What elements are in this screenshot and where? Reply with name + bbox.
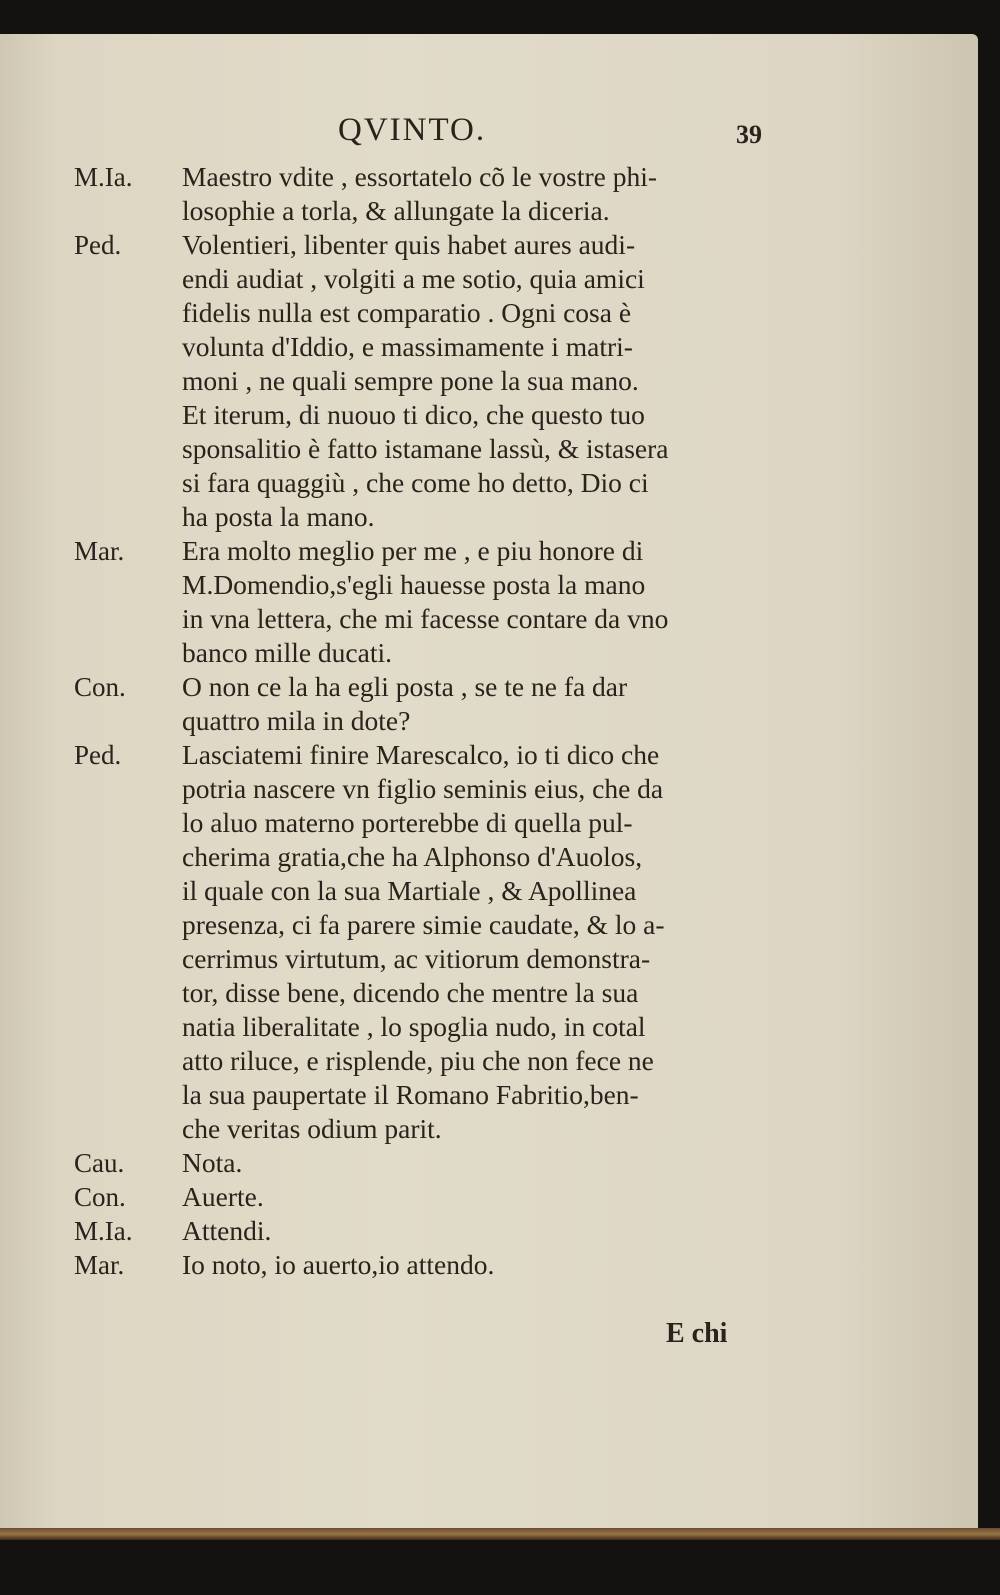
- dialogue-body: [74, 160, 764, 1282]
- text-line: Attendi.: [182, 1215, 272, 1246]
- text-line: Maestro vdite , essortatelo cõ le vostre phi-: [182, 161, 658, 192]
- speaker-label: Mar.: [74, 536, 125, 566]
- page-header: [0, 112, 1000, 152]
- dialogue-entry: [74, 738, 764, 1146]
- speech-text: [182, 534, 764, 670]
- dialogue-entry: [74, 1214, 764, 1248]
- speech-text: [182, 738, 764, 1146]
- speech-text: [182, 1146, 764, 1180]
- text-line: banco mille ducati.: [182, 637, 392, 668]
- text-line: in vna lettera, che mi facesse contare da vno: [182, 603, 669, 634]
- text-line: Lasciatemi finire Marescalco, io ti dico che: [182, 739, 660, 770]
- dialogue-entry: [74, 228, 764, 534]
- text-line: Auerte.: [182, 1181, 264, 1212]
- dialogue-entry: [74, 1248, 764, 1282]
- text-line: atto riluce, e risplende, piu che non fece ne: [182, 1045, 654, 1076]
- text-line: O non ce la ha egli posta , se te ne fa dar: [182, 671, 628, 702]
- text-line: tor, disse bene, dicendo che mentre la sua: [182, 977, 639, 1008]
- speech-text: [182, 228, 764, 534]
- speech-text: [182, 1180, 764, 1214]
- text-line: quattro mila in dote?: [182, 705, 411, 736]
- dialogue-entry: [74, 670, 764, 738]
- speaker-label: M.Ia.: [74, 162, 133, 192]
- text-line: volunta d'Iddio, e massimamente i matri-: [182, 331, 633, 362]
- text-line: presenza, ci fa parere simie caudate, & lo a-: [182, 909, 665, 940]
- text-line: Io noto, io auerto,io attendo.: [182, 1249, 495, 1280]
- text-line: losophie a torla, & allungate la diceria.: [182, 195, 610, 226]
- text-line: Era molto meglio per me , e piu honore di: [182, 535, 644, 566]
- running-title: QVINTO.: [338, 112, 487, 148]
- text-line: potria nascere vn figlio seminis eius, che da: [182, 773, 664, 804]
- text-line: Volentieri, libenter quis habet aures audi-: [182, 229, 636, 260]
- speaker-label: Ped.: [74, 230, 122, 260]
- text-line: la sua paupertate il Romano Fabritio,ben-: [182, 1079, 639, 1110]
- speaker-label: Ped.: [74, 740, 122, 770]
- text-line: cherima gratia,che ha Alphonso d'Auolos,: [182, 841, 643, 872]
- catchword: E chi: [666, 1318, 728, 1349]
- dialogue-entry: [74, 534, 764, 670]
- dialogue-entry: [74, 1180, 764, 1214]
- text-line: Nota.: [182, 1147, 243, 1178]
- text-line: cerrimus virtutum, ac vitiorum demonstra-: [182, 943, 651, 974]
- text-line: lo aluo materno porterebbe di quella pul-: [182, 807, 633, 838]
- speaker-label: Con.: [74, 1182, 126, 1212]
- text-line: moni , ne quali sempre pone la sua mano.: [182, 365, 639, 396]
- text-line: natia liberalitate , lo spoglia nudo, in cotal: [182, 1011, 646, 1042]
- text-line: il quale con la sua Martiale , & Apollinea: [182, 875, 637, 906]
- speech-text: [182, 670, 764, 738]
- speech-text: [182, 160, 764, 228]
- page-edge: [0, 1528, 1000, 1540]
- speaker-label: M.Ia.: [74, 1216, 133, 1246]
- page-number: 39: [736, 120, 762, 149]
- text-line: Et iterum, di nuouo ti dico, che questo tuo: [182, 399, 645, 430]
- text-line: M.Domendio,s'egli hauesse posta la mano: [182, 569, 646, 600]
- dialogue-entry: [74, 160, 764, 228]
- speech-text: [182, 1248, 764, 1282]
- speaker-label: Con.: [74, 672, 126, 702]
- text-line: fidelis nulla est comparatio . Ogni cosa è: [182, 297, 632, 328]
- speech-text: [182, 1214, 764, 1248]
- text-line: sponsalitio è fatto istamane lassù, & istasera: [182, 433, 669, 464]
- text-line: si fara quaggiù , che come ho detto, Dio ci: [182, 467, 649, 498]
- speaker-label: Mar.: [74, 1250, 125, 1280]
- speaker-label: Cau.: [74, 1148, 125, 1178]
- dialogue-entry: [74, 1146, 764, 1180]
- text-line: ha posta la mano.: [182, 501, 375, 532]
- text-line: endi audiat , volgiti a me sotio, quia amici: [182, 263, 645, 294]
- text-line: che veritas odium parit.: [182, 1113, 442, 1144]
